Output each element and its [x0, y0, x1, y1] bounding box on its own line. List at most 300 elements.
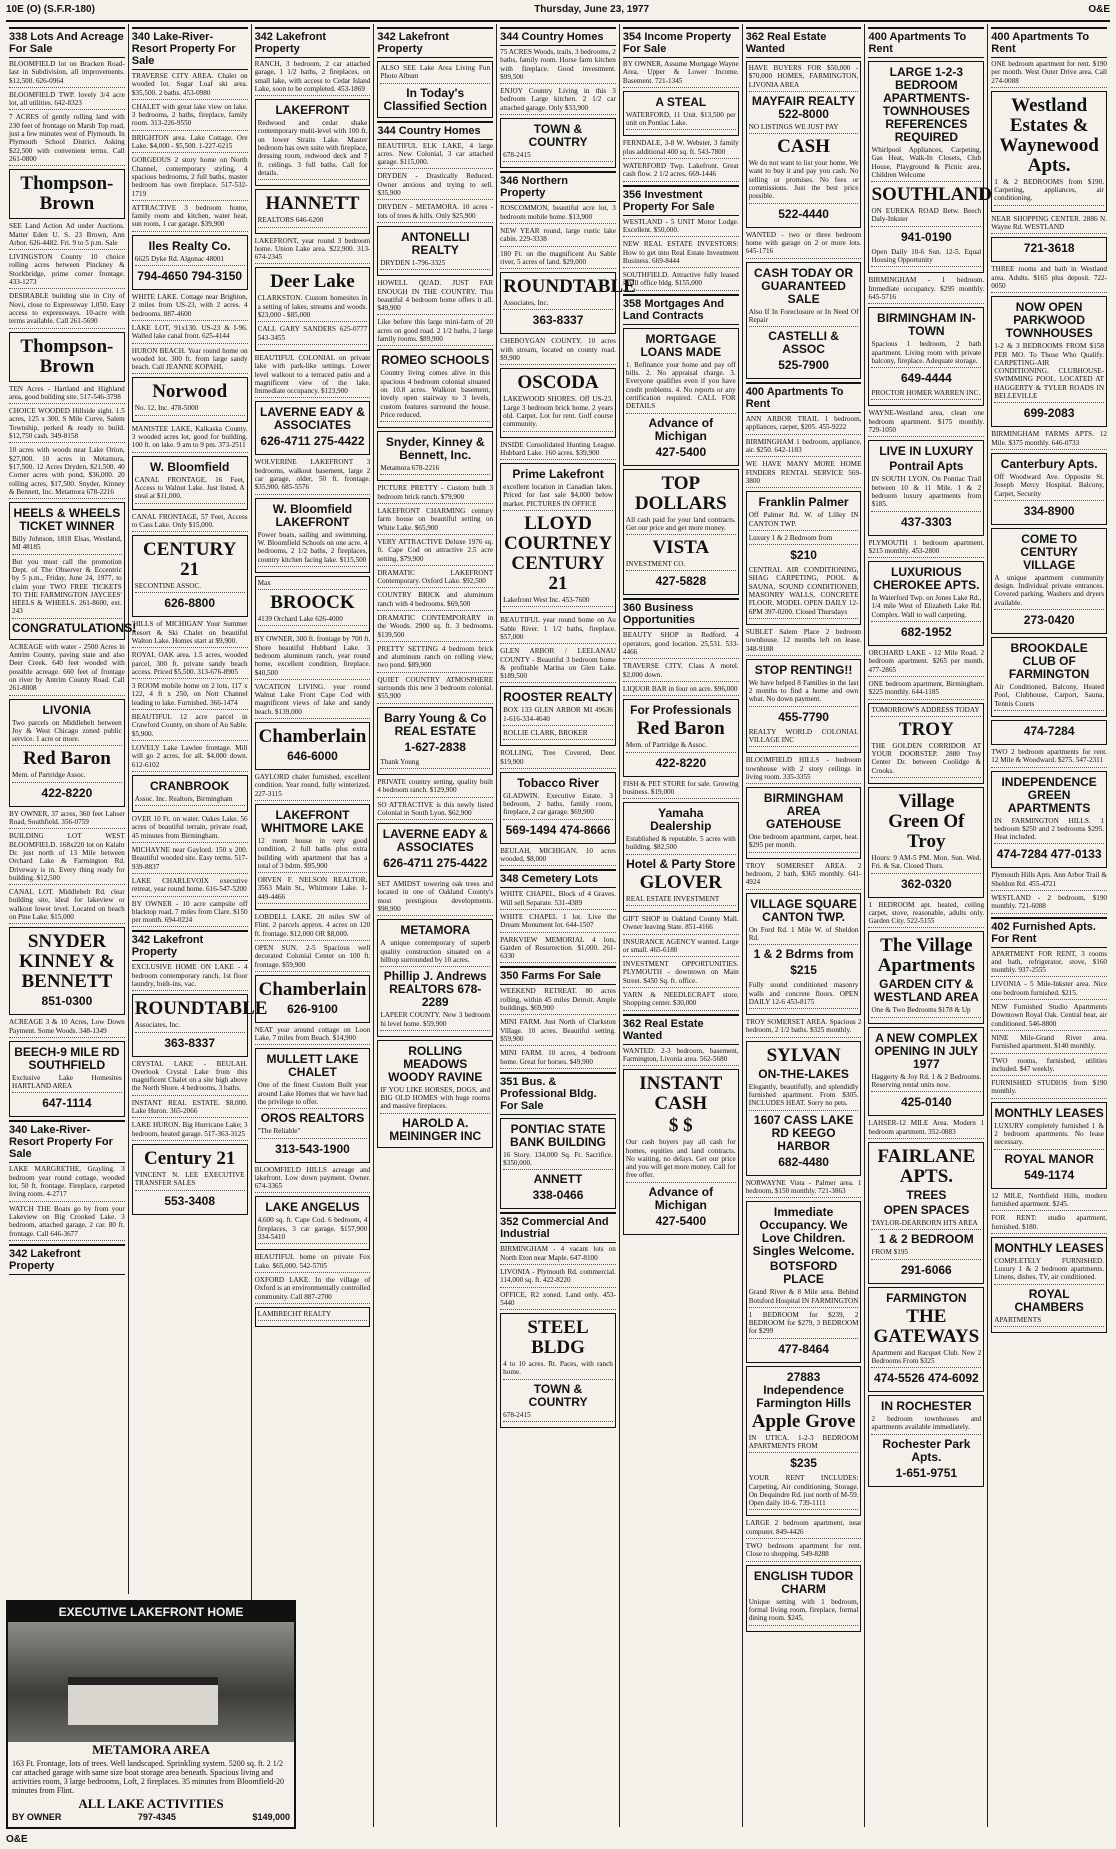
classified-ad: COUNTRY BRICK and aluminum ranch with 4 bedrooms. $69,500: [377, 591, 493, 611]
display-ad-plain: A unique apartment community design. Individual private entrances. Covered parking. Washers and dryers available.: [994, 574, 1104, 610]
classified-ad: DRAMATIC LAKEFRONT Contemporary. Oxford Lake. $92,500: [377, 569, 493, 589]
display-ad-big: Village Green Of Troy: [888, 790, 965, 852]
display-ad-plain: Thank Young: [380, 758, 490, 769]
display-ad: [9, 699, 125, 807]
classified-ad: PRIVATE country setting, quality built 4 bedroom ranch. $129,900: [377, 778, 493, 798]
classified-ad: BIRMINGHAM FARMS APTS. 12 Mile. $375 monthly. 646-0733: [991, 430, 1107, 450]
ad-price: $149,000: [252, 1812, 290, 1822]
column-1: [6, 24, 137, 1594]
classified-ad: DESIRABLE building site in City of Novi, close to Expressway 1,050. Easy access to expressways. 10-acre with terms available. Call 261-5690: [9, 292, 125, 328]
display-ad-mid: MONTHLY LEASES: [994, 1240, 1104, 1255]
classified-ad: INSIDE Consolidated Hunting League. Hubbard Lake. 160 acres. $39,900: [500, 441, 616, 461]
classified-ad: DRYDEN - Drastically Reduced. Owner anxious and trying to sell. $35,900: [377, 172, 493, 200]
display-ad-mid: 1607 CASS LAKE RD KEEGO HARBOR: [753, 1112, 854, 1153]
classified-ad: BLOOMFIELD HILLS - bedroom townhouse with 2 story ceilings in living room. 335-3355: [746, 756, 862, 784]
display-ad: [991, 720, 1107, 745]
classified-ad: BY OWNER, 37 acres, 360 feet Lahser Road, Southfield. 356-0759: [9, 810, 125, 830]
display-ad-plain: Luxury 1 & 2 Bedroom from: [749, 534, 859, 545]
classified-ad: TWO 2 bedroom apartments for rent. 12 Mile & Woodward. $275. 547-2311: [991, 748, 1107, 768]
display-ad-plain: TOMORROW'S ADDRESS TODAY: [871, 706, 981, 717]
classified-ad: MANISTEE LAKE, Kalkaska County. 3 wooded acres lot, good for building. 100 ft. on lake. 9 am to 9 pm. 373-2511: [132, 425, 248, 453]
display-ad-plain: WATERFORD, 11 Unit. $13,500 per unit on Pontiac Lake.: [626, 111, 736, 131]
display-ad-plain: 678-2415: [503, 1411, 613, 1422]
display-ad-plain: Hours: 9 AM-5 PM. Mon. Sun. Wed. Fri. & Sat. Closed Thurs.: [871, 854, 981, 874]
display-ad-big: Thompson-Brown: [20, 173, 114, 215]
display-ad-big: SNYDER KINNEY & BENNETT: [18, 931, 115, 993]
display-ad-mid: CONGRATULATIONS!: [12, 620, 137, 635]
display-ad: [991, 453, 1107, 525]
display-ad-mid: LAVERNE EADY & ASSOCIATES: [260, 405, 365, 433]
display-ad-mid: Advance of Michigan: [648, 415, 714, 443]
section-header: 340 Lake-River-Resort Property For Sale: [132, 27, 248, 70]
classified-ad: LAKEFRONT CHARMING century farm house on beautiful setting on White Lake. $65,900: [377, 507, 493, 535]
classified-ad: ONE bedroom apartment, Birmingham. $225 monthly. 644-1185: [868, 680, 984, 700]
display-ad: [500, 1313, 616, 1428]
classified-ad: LAKE LOT, 91x130. US-23 & I-96. Walled lake canal front. 625-4144: [132, 324, 248, 344]
display-ad-phone: 626-8800: [164, 596, 216, 611]
display-ad-big: Apple Grove: [751, 1410, 856, 1432]
display-ad: [868, 931, 984, 1023]
section-header: 360 Business Opportunities: [623, 598, 739, 629]
classified-ad: DRYDEN - METAMORA. 10 acres - lots of trees & hills. Only $25,900: [377, 203, 493, 223]
masthead-right: O&E: [1088, 4, 1110, 15]
display-ad-phone: 682-4480: [778, 1154, 829, 1169]
display-ad-plain: Apartment and Racquet Club. New 2 Bedrooms From $325: [871, 1349, 981, 1369]
display-ad-mid: Iles Realty Co.: [148, 238, 231, 253]
classified-ad: GIFT SHOP in Oakland County Mall. Owner leaving State. 851-4166: [623, 915, 739, 935]
display-ad: [991, 1237, 1107, 1333]
display-ad-mid: PONTIAC STATE BANK BUILDING: [510, 1121, 607, 1149]
display-ad-big: OSCODA: [517, 372, 599, 394]
display-ad-plain: Lakefront West Inc. 453-7600: [503, 596, 613, 607]
classified-ad: FOR RENT: studio apartment, furnished. $180.: [991, 1214, 1107, 1234]
display-ad-mid: MORTGAGE LOANS MADE: [640, 331, 722, 359]
classified-ad: WESTLAND - 5 UNIT Motor Lodge. Excellent. $50,000.: [623, 218, 739, 238]
display-ad: [623, 699, 739, 776]
display-ad-plain: TAYLOR-DEARBORN HTS AREA: [871, 1219, 981, 1230]
display-ad-phone: $215: [790, 963, 817, 978]
display-ad-phone: 291-6066: [901, 1262, 952, 1277]
classified-ad: LARGE 2 bedroom apartment, near computer. 849-4426: [746, 1519, 862, 1539]
classified-ad: INSURANCE AGENCY wanted. Large or small. 465-6180: [623, 938, 739, 958]
display-ad-big: Norwood: [152, 381, 228, 403]
classified-ad: EXCLUSIVE HOME ON LAKE - 4 bedroom contemporary ranch, 1st floor laundry, built-ins, vac.: [132, 963, 248, 991]
display-ad-plain: NO LISTINGS WE JUST PAY: [749, 123, 859, 134]
display-ad-mid: 1 & 2 BEDROOM: [879, 1232, 974, 1247]
display-ad-plain: Two parcels on Middlebelt between Joy & West Chicago zoned public service. 1 acre or more.: [12, 719, 122, 747]
display-ad-mid: Barry Young & Co REAL ESTATE: [384, 710, 487, 738]
display-ad-mid: CASH TODAY OR GUARANTEED SALE: [754, 265, 854, 306]
display-ad-mid: TOWN & COUNTRY: [528, 1381, 588, 1409]
section-header: 340 Lake-River-Resort Property For Sale: [9, 1120, 125, 1163]
display-ad-phone: 649-4444: [901, 371, 952, 386]
display-ad-mid: OROS REALTORS: [260, 1111, 365, 1126]
display-ad-big: $ $: [668, 1115, 693, 1137]
display-ad-plain: But you must call the promotion Dept. of The Observer & Eccentric by 5 p.m., Friday, June 24, 1977, to claim your TWO FREE TICKETS TO THE FARMINGTON JAYCEES' HEELS & WHEELS. 261-8600, ext. 243: [12, 558, 122, 619]
display-ad-phone: 474-5526 474-6092: [873, 1371, 979, 1386]
display-ad-plain: ORVEN F. NELSON REALTOR, 3563 Main St., Whitmore Lake. 1-449-4466: [258, 876, 368, 904]
display-ad-phone: 721-3618: [1023, 241, 1075, 256]
display-ad-mid: Prime Lakefront: [512, 467, 604, 482]
classified-ad: GAYLORD chalet furnished, excellent condition. Year round, fully winterized. 227-3115: [255, 773, 371, 801]
display-ad: [746, 491, 862, 625]
classified-ad: BEAUTIFUL home on private Fox Lake. $65,000. 542-5705: [255, 1253, 371, 1273]
display-ad-plain: HAVE BUYERS FOR $50,000 - $70,000 HOMES, FARMINGTON, LIVONIA AREA: [749, 64, 859, 92]
display-ad-plain: Fully sound conditioned masonry walls and concrete floors. OPEN DAILY 12-6 453-8175: [749, 981, 859, 1009]
display-ad-phone: 363-8337: [532, 313, 584, 328]
display-ad: [500, 272, 636, 334]
display-ad-big: TROY: [898, 718, 954, 740]
display-ad-mid: LIVE IN LUXURY: [879, 444, 974, 459]
classified-ad: SOUTHFIELD. Attractive fully leased small office bldg. $155,000: [623, 271, 739, 291]
classified-ad: WHITE CHAPEL 1 lot. Live the Dream Monument lot. 644-1507: [500, 913, 616, 933]
classified-ad: BIRMINGHAM - 1 bedroom. Immediate occupancy. $295 monthly. 645-5716: [868, 276, 984, 304]
display-ad-plain: Whirlpool Appliances, Carpeting, Gas Heat, Walk-In Closets, Club House, Playground & Picnic area, Children Welcome: [871, 146, 981, 182]
display-ad-mid: CASTELLI & ASSOC: [768, 329, 839, 357]
classified-ad: WESTLAND - 2 bedroom, $190 monthly. 721-6088: [991, 894, 1107, 914]
display-ad-big: Deer Lake: [270, 271, 355, 293]
classified-ad: ORCHARD LAKE - 12 Mile Road. 2 bedroom apartment. $265 per month. 477-2865: [868, 649, 984, 677]
classified-ad: LAKE HURON. Big Hurricane Lake; 3 bedroom, heated garage. 517-363-3125: [132, 1121, 248, 1141]
masthead: [6, 4, 1110, 22]
classified-ad: NEW Furnished Studio Apartments Downtown Royal Oak. Central heat, air conditioned. 546-8800: [991, 1003, 1107, 1031]
display-ad-phone: 647-1114: [42, 1096, 92, 1111]
classified-ad: FERNDALE, 3-8 W. Webster, 3 family plus additional 400 sq. ft. 543-7800: [623, 139, 739, 159]
display-ad-plain: CANAL FRONTAGE, 16 Feet, Access to Walnut Lake. Just listed. A steal at $11,000.: [135, 476, 245, 504]
display-ad: [500, 686, 616, 746]
classified-ad: LOBDELL LAKE. 20 miles SW of Flint. 2 parcels approx. 4 acres on 120 ft. frontage. $12,000 OR $8,000.: [255, 913, 371, 941]
display-ad-plain: One bedroom apartment, carpet, heat. $295 per month.: [749, 833, 859, 853]
display-ad: [746, 893, 862, 1015]
display-ad-plain: "The Reliable": [258, 1127, 368, 1138]
display-ad-phone: 626-9100: [287, 1001, 338, 1016]
section-header: 352 Commercial And Industrial: [500, 1212, 616, 1243]
display-ad: [132, 535, 248, 617]
classified-ad: BY OWNER, 300 ft. frontage by 700 ft. Shore beautiful Hubbard Lake. 3 bedroom aluminum ranch, year round home, excellent condition, fireplace. $40,500: [255, 635, 371, 679]
display-ad-mid: STOP RENTING!!: [754, 662, 853, 677]
section-header: 342 Lakefront Property: [132, 930, 248, 961]
ad-footer: [8, 1812, 294, 1822]
classified-ad: WAYNE-Westland area, clean one bedroom apartment. $175 monthly. 729-1050: [868, 409, 984, 437]
classified-ad: WATERFORD Twp. Lakefront. Great cash flow. 2 1/2 acres. 669-1446: [623, 162, 739, 182]
column-4: [374, 24, 497, 1827]
display-ad-plain: A unique contemporary of superb quality construction situated on a hilltop surrounded by 10 acres.: [380, 939, 490, 967]
display-ad-plain: One & Two Bedrooms $178 & Up: [871, 1006, 981, 1017]
section-header: 362 Real Estate Wanted: [623, 1014, 739, 1045]
display-ad: [623, 91, 739, 137]
classified-ad: LOVELY Lake Lawlee frontage. Mill will go 2 acres, for all. $4,000 down. 612-6102: [132, 744, 248, 772]
classified-ad: BIRMINGHAM 1 bedroom, appliance, air. $250. 642-1183: [746, 438, 862, 458]
display-ad: [255, 576, 371, 633]
classified-ad: VACATION LIVING. year round Walnut Lake Front Cape Cod with magnificent views of lake and sandy beach. $139,000: [255, 683, 371, 719]
section-header: 344 Country Homes: [377, 121, 493, 140]
display-ad-plain: On Ford Rd. 1 Mile W. of Sheldon Rd.: [749, 926, 859, 946]
display-ad-phone: 549-1174: [1024, 1167, 1075, 1182]
display-ad-phone: 1-651-9751: [895, 1465, 958, 1480]
display-ad-mid: ROYAL CHAMBERS: [1014, 1286, 1084, 1314]
classified-ad: 12 MILE, Northfield Hills, modern furnished apartment. $245.: [991, 1192, 1107, 1212]
display-ad-plain: CENTRAL AIR CONDITIONING, SHAG CARPETING, POOL & SAUNA, SOUND CONDITIONED, MASONRY WALLS, CONCRETE FLOOR. MODEL OPEN DAILY 12-6PM 397-0200. Closed Thursdays: [749, 566, 859, 619]
display-ad-mid: OPEN SPACES: [883, 1202, 970, 1217]
classified-ad: MICHAYNE near Gaylord. 150 x 200. Beautiful wooded site. Easy terms. 517-939-8837: [132, 846, 248, 874]
display-ad: [746, 1041, 862, 1176]
classified-ad: LAKEFRONT, year round 3 bedroom home. Union Lake area. $22,900. 313-674-2345: [255, 237, 371, 265]
section-header: 402 Furnished Apts. For Rent: [991, 917, 1107, 948]
display-ad-plain: REALTORS 646-6200: [258, 216, 368, 227]
display-ad-plain: IN UTICA. 1-2-3 BEDROOM APARTMENTS FROM: [749, 1434, 859, 1454]
display-ad-mid: ROYAL MANOR: [1004, 1151, 1094, 1166]
classified-ad: FISH & PET STORE for sale. Growing business. $19,000: [623, 780, 739, 800]
display-ad-big: FAIRLANE APTS.: [877, 1145, 976, 1187]
display-ad-big: Thompson-Brown: [20, 335, 114, 377]
column-8: [865, 24, 992, 1827]
display-ad-phone: 422-8220: [655, 755, 707, 770]
display-ad: [746, 1201, 862, 1362]
display-ad-plain: LAPEER COUNTY. New 3 bedroom hi level home. $59,900: [380, 1011, 490, 1031]
display-ad-big: ROUNDTABLE: [503, 276, 636, 298]
column-9: [988, 24, 1110, 1827]
display-ad: [255, 975, 371, 1023]
display-ad: [132, 1144, 248, 1215]
classified-ad: BLOOMFIELD lot on Bracken Road-last in Subdivision, all improvements. $12,500. 626-0964: [9, 60, 125, 88]
display-ad: [132, 235, 248, 290]
display-ad: [746, 262, 862, 380]
display-ad-big: The Village Apartments: [877, 935, 975, 977]
display-ad-plain: 678-2415: [503, 151, 613, 162]
classified-ad: BLOOMFIELD HILLS acreage and lakefront. Low down payment. Owner. 674-3365: [255, 1166, 371, 1194]
display-ad-phone: 362-0320: [901, 876, 952, 891]
classified-ad: DRAMATIC CONTEMPORARY in the Woods. 2900 sq. ft. 3 bedrooms. $139,500: [377, 614, 493, 642]
display-ad-big: INSTANT CASH: [639, 1073, 723, 1115]
display-ad-phone: 474-7284: [1023, 723, 1075, 738]
classified-ad: BUILDING LOT WEST BLOOMFIELD. 168x220 lot on Kalahr Dr. just north of 13 Mile between Orchard Lake & Farmington Rd. Driveway is in. Every thing ready for building. $12,500: [9, 832, 125, 885]
classified-ad: LIVONIA - Plymouth Rd. commercial. 114,000 sq. ft. 422-8220: [500, 1268, 616, 1288]
classified-ad: BY OWNER - 10 acre campsite off blacktop road, 7 miles from Clare. $150 per month. 694-0224: [132, 900, 248, 928]
display-ad-big: THE GATEWAYS: [873, 1305, 980, 1347]
display-ad-mid: W. Bloomfield: [150, 459, 230, 474]
display-ad-mid: Yamaha Dealership: [650, 806, 712, 834]
classified-ad: Plymouth Hills Apts. Ann Arbor Trail & Sheldon Rd. 455-4721: [991, 871, 1107, 891]
ad-phone: 797-4345: [137, 1812, 176, 1822]
display-ad-plain: Grand River & 8 Mile area. Behind Botsford Hospital IN FARMINGTON: [749, 1288, 859, 1308]
display-ad: [9, 1041, 125, 1118]
classified-ad: ENJOY Country Living in this 3 bedroom Large kitchen. 2 1/2 car attached garage. Only $33,900: [500, 87, 616, 115]
classified-ad: NEAT year around cottage on Loon Lake, 7 miles from Beach. $14,900: [255, 1026, 371, 1046]
classified-ad: ANN ARBOR TRAIL 1 bedroom, appliances, carpet, $205. 455-9222: [746, 415, 862, 435]
display-ad-big: VISTA: [652, 537, 710, 559]
display-ad-plain: excellent location in Canadian lakes. Priced for fast sale $4,000 below market. PICTURES IN OFFICE: [503, 483, 613, 511]
display-ad: [991, 1102, 1107, 1189]
classified-ad: BLOOMFIELD TWP. lovely 3/4 acre lot, all utilities. 642-8323: [9, 91, 125, 111]
display-ad-plain: APARTMENTS: [994, 1316, 1104, 1327]
classified-ad: PICTURE PRETTY - Custom built 3 bedroom brick ranch. $79,900: [377, 484, 493, 504]
display-ad-phone: 313-543-1900: [275, 1141, 350, 1156]
section-header: 354 Income Property For Sale: [623, 27, 739, 58]
section-header: 400 Apartments To Rent: [991, 27, 1107, 58]
display-ad-phone: 626-4711 275-4422: [260, 434, 365, 449]
classified-ad: NEW REAL ESTATE INVESTORS: How to get into Real Estate Investment Business. 669-8444: [623, 240, 739, 268]
display-ad: [868, 1142, 984, 1284]
display-ad-mid: HAROLD A. MEININGER INC: [389, 1115, 482, 1143]
display-ad-mid: Franklin Palmer: [758, 495, 849, 510]
classified-ad: CHALET with great lake view on lake. 3 bedrooms, 2 baths, fireplace, family room. 313-226-9550: [132, 103, 248, 131]
display-ad: [255, 401, 371, 455]
display-ad-mid: For Professionals: [630, 703, 732, 718]
classified-ad: NEAR SHOPPING CENTER. 2886 N. Wayne Rd. WESTLAND: [991, 215, 1107, 235]
display-ad: [255, 267, 371, 350]
display-ad-mid: MULLETT LAKE CHALET: [266, 1052, 359, 1080]
display-ad-mid: BIRMINGHAM AREA GATEHOUSE: [763, 791, 844, 832]
classified-ad: TROY SOMERSET AREA. Spacious 2 bedroom, 2 1/2 baths. $325 monthly.: [746, 1018, 862, 1038]
display-ad-plain: INVESTMENT CO.: [626, 560, 736, 571]
display-ad-plain: CALL GARY SANDERS 625-0777 543-3455: [258, 325, 368, 345]
classified-ad: 180 Ft. on the magnificent Au Sable river, 5 acres of land. $29,000: [500, 250, 616, 270]
display-ad: [500, 463, 616, 613]
display-ad-mid: INDEPENDENCE GREEN APARTMENTS: [1001, 774, 1097, 815]
display-ad: [868, 787, 984, 898]
classified-ad: BEAUTY SHOP in Redford. 4 operators, good location. 25,531. 533-4466: [623, 631, 739, 659]
display-ad-plain: Assoc. Inc. Realtors, Birmingham: [135, 795, 245, 806]
display-ad: [746, 787, 862, 859]
masthead-date: Thursday, June 23, 1977: [534, 4, 650, 15]
classified-ad: BEAUTIFUL year round home on Au Sable River. 1 1/2 baths, fireplace. $57,000: [500, 616, 616, 644]
executive-lakefront-ad: [6, 1600, 296, 1829]
classified-ad: LIQUOR BAR in four on acre. $96,000: [623, 685, 739, 696]
display-ad-plain: GLADWIN. Executive Estate. 3 bedroom, 2 baths, family room, fireplace, 2 car garage. $69,900: [503, 792, 613, 820]
display-ad-phone: $235: [790, 1456, 817, 1471]
display-ad-mid: W. Bloomfield LAKEFRONT: [272, 501, 353, 529]
classified-ad: SEE Land Action Ad under Auctions. Matter Eden U. S. 23 Brown, Ann Arbor. 626-4482. Fri. 9 to 5 p.m. Sale: [9, 222, 125, 250]
display-ad-plain: FROM $195: [871, 1248, 981, 1259]
display-ad-big: Westland Estates & Waynewood Apts.: [999, 94, 1099, 176]
display-ad-phone: 363-8337: [164, 1035, 216, 1050]
classified-ad: TEN Acres - Hartland and Highland area, good building site. 517-546-3798: [9, 385, 125, 405]
classified-ad: WE HAVE MANY MORE HOME FINDERS RENTAL SERVICE 569-3800: [746, 460, 862, 488]
display-ad-big: Century 21: [144, 1147, 236, 1169]
display-ad-plain: Elegantly, beautifully, and splendidly furnished apartment. From $305. INCLUDES HEAT. Sorry no pets.: [749, 1083, 859, 1111]
classified-ad: YARN & NEEDLECRAFT store. Shopping center. $30,000: [623, 991, 739, 1011]
display-ad-plain: 1 & 2 BEDROOMS from $190. Carpeting, appliances, air conditioning.: [994, 178, 1104, 206]
display-ad: [377, 61, 493, 118]
section-header: 342 Lakefront Property: [255, 27, 371, 58]
display-ad-plain: LAMBRECHT REALTY: [258, 1310, 368, 1321]
page-footer: O&E: [6, 1834, 28, 1845]
display-ad-plain: Our cash buyers pay all cash for homes, equities and land contracts. No waiting, no delays. Get our price and you will get more money. Call for free offer.: [626, 1138, 736, 1182]
display-ad-phone: $210: [790, 548, 817, 563]
classified-ad: CANAL LOT. Middlebelt Rd. clear building site, ideal for lakeview or walkout lower level. Located on beach on Pine Lake. $15,000: [9, 888, 125, 924]
display-ad-plain: THE GOLDEN CORRIDOR AT YOUR DOORSTEP. 2880 Troy Center Dr. between Coolidge & Crooks.: [871, 742, 981, 778]
classified-ad: WHITE LAKE. Cottage near Brighton, 2 miles from US-23, with 2 acres. 4 bedrooms. 887-4600: [132, 293, 248, 321]
display-ad-mid: MONTHLY LEASES: [994, 1105, 1104, 1120]
display-ad-plain: 16 Story. 134,000 Sq. Ft. Sacrifice. $350,000.: [503, 1151, 613, 1171]
display-ad-mid: LAVERNE EADY & ASSOCIATES: [382, 827, 488, 855]
display-ad: [255, 1048, 371, 1162]
classified-ad: TRAVERSE CITY AREA. Chalet on wooded lot. Sugar Loaf ski area. $35,500. 2 baths. 453-0980: [132, 72, 248, 100]
display-ad-plain: IF YOU LIKE HORSES, DOGS, and BIG OLD HOMES with huge rooms and massive fireplaces.: [380, 1086, 490, 1114]
classified-ad: CRYSTAL LAKE - BEULAH. Overlook Crystal Lake from this magnificent Chalet on a site high above the North Shore. 4 bedrooms, 3 baths.: [132, 1060, 248, 1096]
section-header: 338 Lots And Acreage For Sale: [9, 27, 125, 58]
display-ad-mid: A NEW COMPLEX OPENING IN JULY 1977: [874, 1030, 979, 1071]
display-ad-plain: DRYDEN 1-796-3325: [380, 259, 490, 270]
classified-ad: FURNISHED STUDIOS from $190 monthly.: [991, 1079, 1107, 1099]
classified-ad: NEW YEAR round, large rustic lake cabin. 229-3338: [500, 227, 616, 247]
display-ad-plain: Spacious 1 bedroom, 2 bath apartment. Living room with private balcony, fireplace. Adequate storage.: [871, 340, 981, 368]
display-ad-big: Chamberlain: [258, 978, 367, 1000]
classified-ad: CHOICE WOODED Hillside sight. 1.5 acres, 125 x 300. S Mile Curve, Salem Township, perked & ready to build. $12,750 cash. 349-8158: [9, 407, 125, 443]
column-3: [252, 24, 375, 1827]
display-ad-plain: Mem. of Partridge Assoc.: [12, 771, 122, 782]
section-header: 350 Farms For Sale: [500, 966, 616, 985]
classified-ad: BY OWNER, Assume Mortgage Wayne Area, Upper & Lower Income. Basement. 721-1345: [623, 60, 739, 88]
section-header: 346 Northern Property: [500, 171, 616, 202]
display-ad-plain: LAKEWOOD SHORES. Off US-23. Large 3 bedroom brick home. 2 years old. Carpet. Lot for rent. Golf course community.: [503, 395, 613, 431]
classified-ad: SUBLET Salem Place 2 bedroom townhouse. 12 months left on lease. 348-9188: [746, 628, 862, 656]
classified-ad: CHEBOYGAN COUNTY. 10 acres with stream, located on county road. $9,900: [500, 337, 616, 365]
display-ad-phone: 569-1494 474-8666: [505, 822, 611, 837]
display-ad: [377, 823, 493, 877]
house-photo: [8, 1622, 294, 1742]
classified-ad: LAKE MARGRETHE, Grayling. 3 bedroom year round cottage, wooded lot, 50 ft. frontage. Fireplace, carpeted living room. 4-2717: [9, 1165, 125, 1201]
classified-ad: BEAUTIFUL ELK LAKE, 4 large acres. New Colonial, 3 car attached garage. $115,000.: [377, 142, 493, 170]
display-ad-mid: TREES: [906, 1187, 947, 1202]
classified-ad: SET AMIDST towering oak trees and located in one of Oakland County's most prestigious developments. $98,900: [377, 880, 493, 916]
classified-ad: WATCH THE Boats go by from your Lakeview on Big Crooked Lake. 3 bedroom, attached garage, 2 car. 80 ft. frontage. Call 646-3677: [9, 1205, 125, 1241]
display-ad-mid: COME TO CENTURY VILLAGE: [1020, 531, 1078, 572]
classified-ad: ROSCOMMON, beautiful acre lot, 3 bedroom mobile home. $13,900: [500, 204, 616, 224]
display-ad-plain: REALTY WORLD COLONIAL VILLAGE INC: [749, 728, 859, 748]
classified-ad: GLEN ARBOR / LEELANAU COUNTY - Beautiful 3 bedroom home & profitable Marina on Glen Lake. $189,500: [500, 647, 616, 683]
classified-ad: 3 ROOM mobile home on 2 lots, 117 x 122, 4 ft x 250, on Nott Channel leading to lake. Furnished. 366-1474: [132, 682, 248, 710]
column-6: [620, 24, 743, 1827]
display-ad-big: Chamberlain: [258, 726, 367, 748]
classified-ad: WEEKEND RETREAT. 80 acres rolling, within 45 miles Detroit. Ample buildings. $69,900: [500, 987, 616, 1015]
display-ad: [868, 1395, 984, 1487]
display-ad-phone: 553-3408: [164, 1193, 216, 1208]
display-ad: [377, 1040, 493, 1148]
display-ad-mid: ON-THE-LAKES: [758, 1066, 849, 1081]
display-ad-mid: Rochester Park Apts.: [882, 1436, 971, 1464]
classified-ad: PRETTY SETTING 4 bedroom brick and aluminum ranch on rolling view, two pond. $89,900: [377, 645, 493, 673]
display-ad-mid: BOTSFORD PLACE: [769, 1259, 838, 1287]
display-ad-plain: 6625 Dyke Rd. Algonac 48001: [135, 255, 245, 266]
display-ad-mid: 1 & 2 Bdrms from: [753, 947, 854, 962]
display-ad-plain: IN SOUTH LYON. On Pontiac Trail between 10 & 11 Mile. 1 & 2 bedroom luxury apartments from $185.: [871, 475, 981, 511]
display-ad-mid: ENGLISH TUDOR CHARM: [753, 1568, 854, 1596]
display-ad-big: BROOCK: [270, 592, 355, 614]
classified-ad: APARTMENT FOR RENT, 3 rooms and bath, refrigerator, stove, $160 monthly. 937-2555: [991, 950, 1107, 978]
display-ad: [377, 707, 493, 775]
display-ad-plain: IN FARMINGTON HILLS. 1 bedroom $250 and 2 bedrooms $295. Heat included.: [994, 817, 1104, 845]
display-ad-mid: LAKE ANGELUS: [265, 1200, 360, 1215]
display-ad: [746, 1565, 862, 1632]
display-ad-big: SYLVAN: [766, 1044, 841, 1066]
display-ad-plain: Metamora 678-2216: [380, 464, 490, 475]
display-ad-plain: Off Woodward Ave. Opposite St. Joseph Mercy Hospital. Balcony, Carpet, Security: [994, 473, 1104, 501]
display-ad-plain: SECONTINE ASSOC.: [135, 582, 245, 593]
display-ad-big: GLOVER: [639, 871, 722, 893]
classified-ad: NINE Mile-Grand River area. Furnished apartment. $140 monthly.: [991, 1034, 1107, 1054]
display-ad-plain: Haggerty & Joy Rd. 1 & 2 Bedrooms. Reserving rental units now.: [871, 1073, 981, 1093]
display-ad-big: STEEL BLDG: [527, 1317, 589, 1359]
display-ad-plain: ALSO SEE Lake Area Living Fun Photo Album: [380, 64, 490, 84]
classified-ad: MINI FARM. 10 acres, 4 bedroom home. Great for horses. $49,900: [500, 1049, 616, 1069]
display-ad-mid: ROLLING MEADOWS WOODY RAVINE: [388, 1043, 483, 1084]
display-ad-mid: NOW OPEN PARKWOOD TOWNHOUSES: [1005, 300, 1093, 341]
classified-ad: BEULAH, MICHIGAN. 10 acres wooded, $8,000: [500, 847, 616, 867]
display-ad-plain: COMPLETELY FURNISHED. Luxury 1 & 2 bedroom apartments. Linens, dishes, TV, air conditioned.: [994, 1257, 1104, 1285]
display-ad: [991, 296, 1107, 427]
display-ad: [991, 91, 1107, 212]
